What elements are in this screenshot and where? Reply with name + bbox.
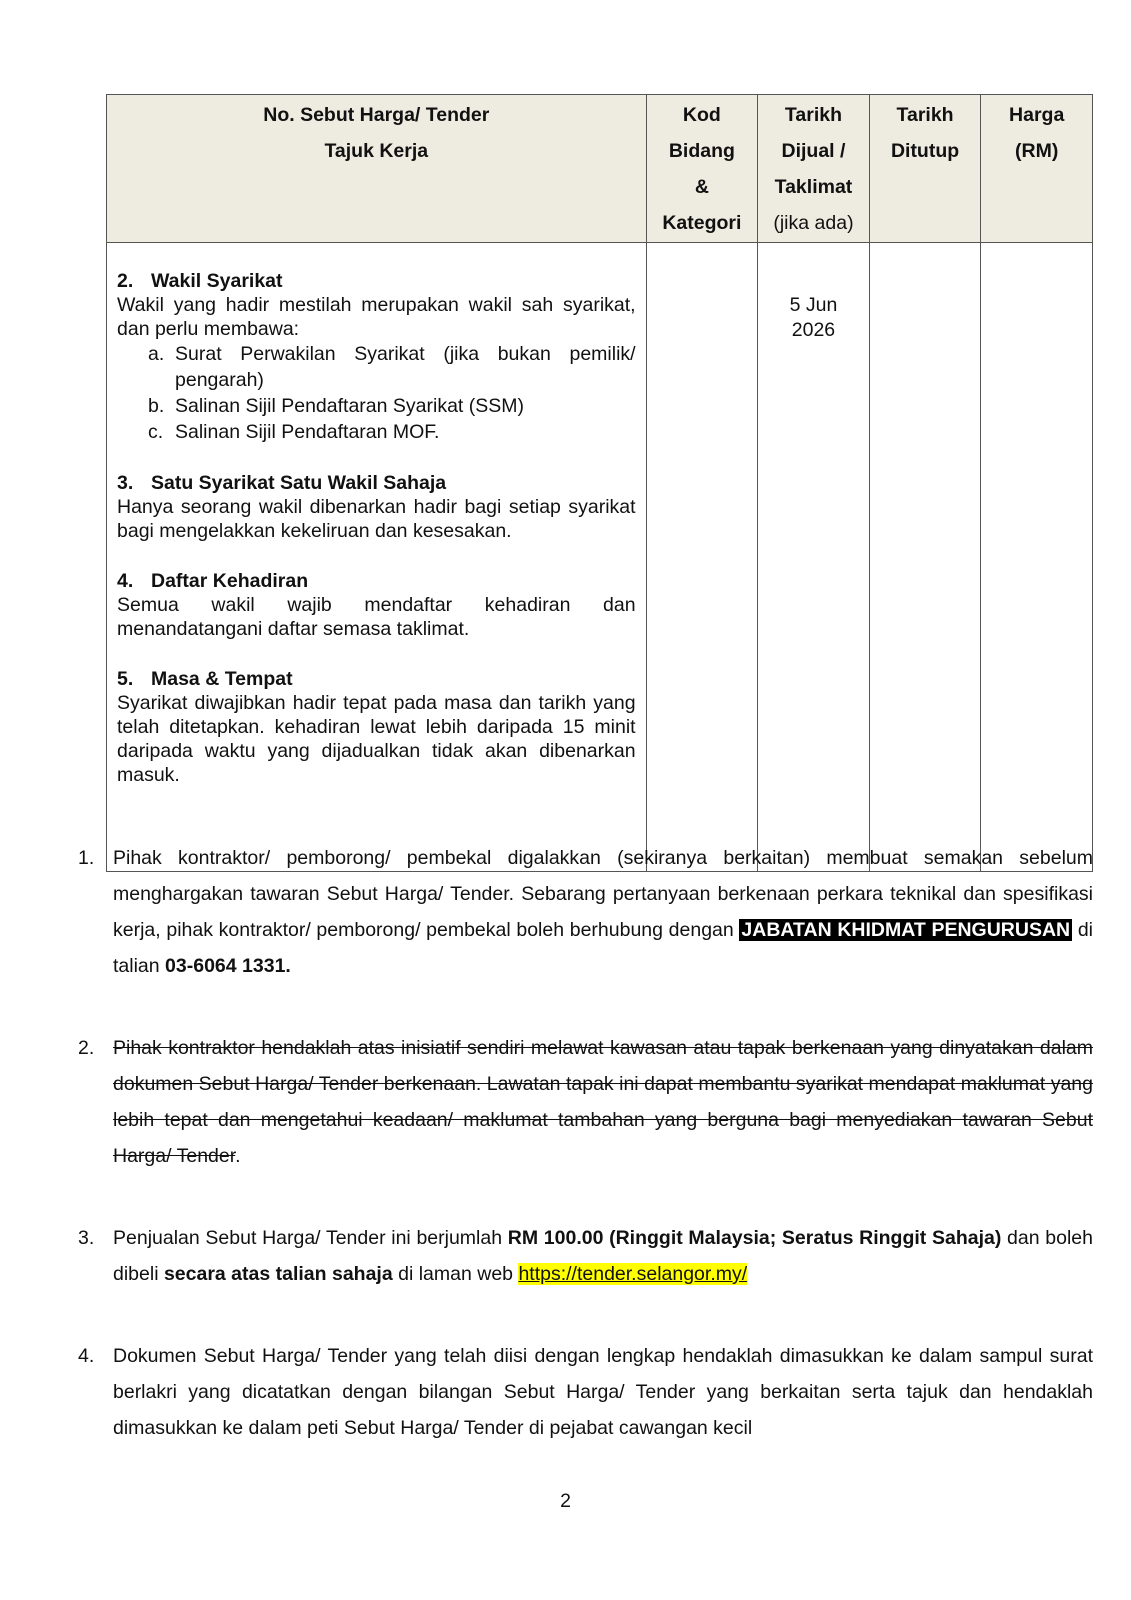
section-daftar-kehadiran: 4. Daftar Kehadiran Semua wakil wajib mendaftar kehadiran dan menandatangani daftar semasa taklimat. [117,570,636,640]
note-2: 2. Pihak kontraktor hendaklah atas inisiatif sendiri melawat kawasan atau tapak berkenaan yang dinyatakan dalam dokumen Sebut Harga/ Tender berkenaan. Lawatan tapak ini dapat membantu syarikat mendapat maklumat yang lebih tepat dan mengetahui keadaan/ maklumat tambahan yang berguna bagi menyediakan tawaran Sebut Harga/ Tender. [78,1037,1093,1167]
tender-table [106,94,1093,872]
cell-tarikh-dijual: 5 Jun 2026 [758,243,870,872]
note-1: 1. Pihak kontraktor/ pemborong/ pembekal digalakkan (sekiranya berkaitan) membuat semakan sebelum menghargakan tawaran Sebut Harga/ Tender. Sebarang pertanyaan berkenaan perkara teknikal dan spesifikasi kerja, pihak kontraktor/ pemborong/ pembekal boleh berhubung dengan JABATAN KHIDMAT PENGURUSAN di talian 03-6064 1331. [78,847,1093,977]
page-number: 2 [560,1490,571,1512]
cell-tajuk-kerja [107,243,647,872]
section-satu-wakil: 3. Satu Syarikat Satu Wakil Sahaja Hanya seorang wakil dibenarkan hadir bagi setiap syarikat bagi mengelakkan kekeliruan dan kesesakan. [117,472,636,542]
section-wakil-syarikat: 2. Wakil Syarikat Wakil yang hadir mestilah merupakan wakil sah syarikat, dan perlu membawa: a. Surat Perwakilan Syarikat (jika bukan pemilik/ pengarah) b. Salinan Sijil Pendaftaran Syarikat (SSM) c. Salinan Sijil Pendaftaran MOF. [117,270,636,443]
cell-harga [981,243,1093,872]
list-item: a. Surat Perwakilan Syarikat (jika bukan pemilik/ pengarah) [148,343,636,391]
header-tarikh-ditutup: Tarikh Ditutup [869,95,981,243]
cell-tarikh-ditutup [869,243,981,872]
cell-kod-bidang [646,243,758,872]
list-item: b. Salinan Sijil Pendaftaran Syarikat (SSM) [148,395,524,417]
note-3: 3. Penjualan Sebut Harga/ Tender ini berjumlah RM 100.00 (Ringgit Malaysia; Seratus Ringgit Sahaja) dan boleh dibeli secara atas talian sahaja di laman web https://tender.selangor.my/ [78,1227,1093,1285]
header-tarikh-dijual: Tarikh Dijual / Taklimat (jika ada) [758,95,870,243]
department-highlight: JABATAN KHIDMAT PENGURUSAN [741,919,1071,941]
table-header-row [107,95,1093,243]
table-row [107,243,1093,872]
list-item: c. Salinan Sijil Pendaftaran MOF. [148,421,440,443]
phone-number: 03-6064 1331. [165,955,291,977]
struck-text: Pihak kontraktor hendaklah atas inisiatif sendiri melawat kawasan atau tapak berkenaan yang dinyatakan dalam dokumen Sebut Harga/ Tender berkenaan. Lawatan tapak ini dapat membantu syarikat mendapat maklumat yang lebih tepat dan mengetahui keadaan/ maklumat tambahan yang berguna bagi menyediakan tawaran Sebut Harga/ Tender [113,1037,1093,1167]
document-list [117,341,636,445]
tender-website-link[interactable]: https://tender.selangor.my/ [518,1263,748,1285]
header-tajuk-kerja: No. Sebut Harga/ Tender Tajuk Kerja [107,95,647,243]
note-4: 4. Dokumen Sebut Harga/ Tender yang telah diisi dengan lengkap hendaklah dimasukkan ke dalam sampul surat berlakri yang dicatatkan dengan bilangan Sebut Harga/ Tender yang berkaitan serta tajuk dan hendaklah dimasukkan ke dalam peti Sebut Harga/ Tender di pejabat cawangan kecil [78,1345,1093,1439]
header-harga: Harga (RM) [981,95,1093,243]
section-masa-tempat: 5. Masa & Tempat Syarikat diwajibkan hadir tepat pada masa dan tarikh yang telah ditetapkan. kehadiran lewat lebih daripada 15 minit daripada waktu yang dijadualkan tidak akan dibenarkan masuk. [117,668,636,786]
notes-list [78,840,1093,1492]
header-kod-bidang: Kod Bidang & Kategori [646,95,758,243]
